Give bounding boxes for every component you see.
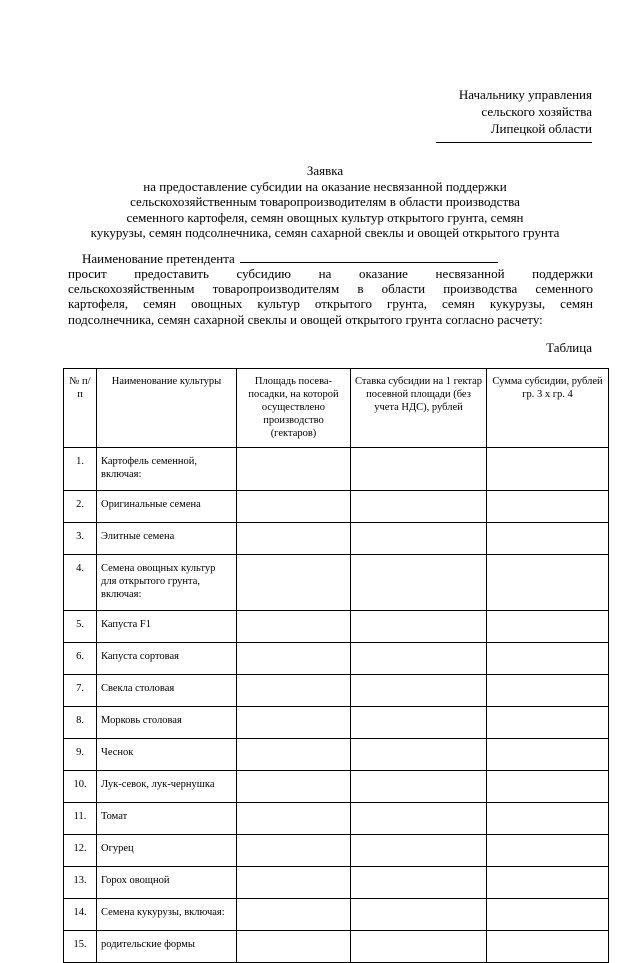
addressee-line: сельского хозяйства — [481, 104, 592, 119]
sum-cell[interactable] — [487, 707, 609, 739]
crop-name: Капуста F1 — [97, 611, 237, 643]
header-crop: Наименование культуры — [97, 369, 237, 448]
rate-cell[interactable] — [351, 867, 487, 899]
header-rate: Ставка субсидии на 1 гектар посевной площади (без учета НДС), рублей — [351, 369, 487, 448]
sum-cell[interactable] — [487, 448, 609, 491]
crop-name: Горох овощной — [97, 867, 237, 899]
row-number: 13. — [64, 867, 97, 899]
sum-cell[interactable] — [487, 867, 609, 899]
row-number: 9. — [64, 739, 97, 771]
row-number: 6. — [64, 643, 97, 675]
area-cell[interactable] — [237, 555, 351, 611]
area-cell[interactable] — [237, 867, 351, 899]
rate-cell[interactable] — [351, 771, 487, 803]
addressee-line: Начальнику управления — [458, 87, 592, 102]
addressee-block — [436, 86, 592, 143]
table-row — [64, 835, 609, 867]
rate-cell[interactable] — [351, 707, 487, 739]
area-cell[interactable] — [237, 611, 351, 643]
area-cell[interactable] — [237, 899, 351, 931]
area-cell[interactable] — [237, 803, 351, 835]
sum-cell[interactable] — [487, 555, 609, 611]
title-line: кукурузы, семян подсолнечника, семян сахарной свеклы и овощей открытого грунта — [90, 225, 560, 241]
sum-cell[interactable] — [487, 739, 609, 771]
title-line: на предоставление субсидии на оказание несвязанной поддержки — [143, 178, 507, 194]
area-cell[interactable] — [237, 931, 351, 963]
table-header-row — [64, 369, 609, 448]
rate-cell[interactable] — [351, 739, 487, 771]
rate-cell[interactable] — [351, 523, 487, 555]
addressee-signature-line — [436, 141, 592, 143]
row-number: 4. — [64, 555, 97, 611]
row-number: 8. — [64, 707, 97, 739]
sum-cell[interactable] — [487, 491, 609, 523]
rate-cell[interactable] — [351, 675, 487, 707]
sum-cell[interactable] — [487, 803, 609, 835]
table-row — [64, 611, 609, 643]
sum-cell[interactable] — [487, 835, 609, 867]
table-row — [64, 803, 609, 835]
area-cell[interactable] — [237, 707, 351, 739]
table-row — [64, 739, 609, 771]
rate-cell[interactable] — [351, 931, 487, 963]
row-number: 5. — [64, 611, 97, 643]
sum-cell[interactable] — [487, 523, 609, 555]
crop-name: Свекла столовая — [97, 675, 237, 707]
crop-name: Картофель семенной, включая: — [97, 448, 237, 491]
area-cell[interactable] — [237, 835, 351, 867]
header-area: Площадь посева-посадки, на которой осуществлено производство (гектаров) — [237, 369, 351, 448]
rate-cell[interactable] — [351, 835, 487, 867]
paragraph-line: сельскохозяйственным товаропроизводителям в области производства семенного — [68, 281, 593, 297]
title-line: сельскохозяйственным товаропроизводителям в области производства — [130, 194, 520, 210]
paragraph-line: просит предоставить субсидию на оказание несвязанной поддержки — [68, 266, 593, 281]
title-line: семенного картофеля, семян овощных культур открытого грунта, семян — [126, 209, 524, 225]
table-row — [64, 675, 609, 707]
area-cell[interactable] — [237, 643, 351, 675]
paragraph-line: подсолнечника, семян сахарной свеклы и овощей открытого грунта согласно расчету: — [68, 311, 543, 327]
rate-cell[interactable] — [351, 448, 487, 491]
area-cell[interactable] — [237, 771, 351, 803]
applicant-label: Наименование претендента — [82, 251, 235, 266]
row-number: 10. — [64, 771, 97, 803]
table-row — [64, 931, 609, 963]
rate-cell[interactable] — [351, 611, 487, 643]
sum-cell[interactable] — [487, 675, 609, 707]
rate-cell[interactable] — [351, 899, 487, 931]
row-number: 11. — [64, 803, 97, 835]
rate-cell[interactable] — [351, 491, 487, 523]
crop-name: Капуста сортовая — [97, 643, 237, 675]
sum-cell[interactable] — [487, 899, 609, 931]
area-cell[interactable] — [237, 739, 351, 771]
sum-cell[interactable] — [487, 771, 609, 803]
row-number: 14. — [64, 899, 97, 931]
row-number: 1. — [64, 448, 97, 491]
addressee-line: Липецкой области — [490, 121, 592, 136]
paragraph-line: картофеля, семян овощных культур открытого грунта, семян кукурузы, семян — [68, 296, 593, 312]
title-heading: Заявка — [306, 163, 344, 178]
header-num: № п/п — [64, 369, 97, 448]
crop-name: Морковь столовая — [97, 707, 237, 739]
crop-name: Чеснок — [97, 739, 237, 771]
sum-cell[interactable] — [487, 643, 609, 675]
document-title — [60, 163, 590, 241]
row-number: 15. — [64, 931, 97, 963]
rate-cell[interactable] — [351, 555, 487, 611]
table-row — [64, 643, 609, 675]
row-number: 12. — [64, 835, 97, 867]
table-row — [64, 899, 609, 931]
crop-name: Огурец — [97, 835, 237, 867]
crop-name: Томат — [97, 803, 237, 835]
table-row — [64, 523, 609, 555]
crop-name: родительские формы — [97, 931, 237, 963]
row-number: 2. — [64, 491, 97, 523]
area-cell[interactable] — [237, 448, 351, 491]
table-row — [64, 555, 609, 611]
applicant-blank-line — [240, 252, 498, 263]
table-row — [64, 707, 609, 739]
crop-name: Семена кукурузы, включая: — [97, 899, 237, 931]
rate-cell[interactable] — [351, 643, 487, 675]
crop-name: Элитные семена — [97, 523, 237, 555]
applicant-field — [82, 251, 498, 267]
table-row — [64, 771, 609, 803]
sum-cell[interactable] — [487, 611, 609, 643]
crop-name: Лук-севок, лук-чернушка — [97, 771, 237, 803]
crop-name: Семена овощных культур для открытого грунта, включая: — [97, 555, 237, 611]
area-cell[interactable] — [237, 523, 351, 555]
table-row — [64, 867, 609, 899]
subsidy-table — [63, 368, 609, 963]
row-number: 7. — [64, 675, 97, 707]
area-cell[interactable] — [237, 675, 351, 707]
table-row — [64, 448, 609, 491]
row-number: 3. — [64, 523, 97, 555]
header-sum: Сумма субсидии, рублей гр. 3 х гр. 4 — [487, 369, 609, 448]
area-cell[interactable] — [237, 491, 351, 523]
table-caption: Таблица — [546, 340, 592, 355]
rate-cell[interactable] — [351, 803, 487, 835]
sum-cell[interactable] — [487, 931, 609, 963]
request-paragraph — [68, 266, 593, 327]
table-row — [64, 491, 609, 523]
crop-name: Оригинальные семена — [97, 491, 237, 523]
